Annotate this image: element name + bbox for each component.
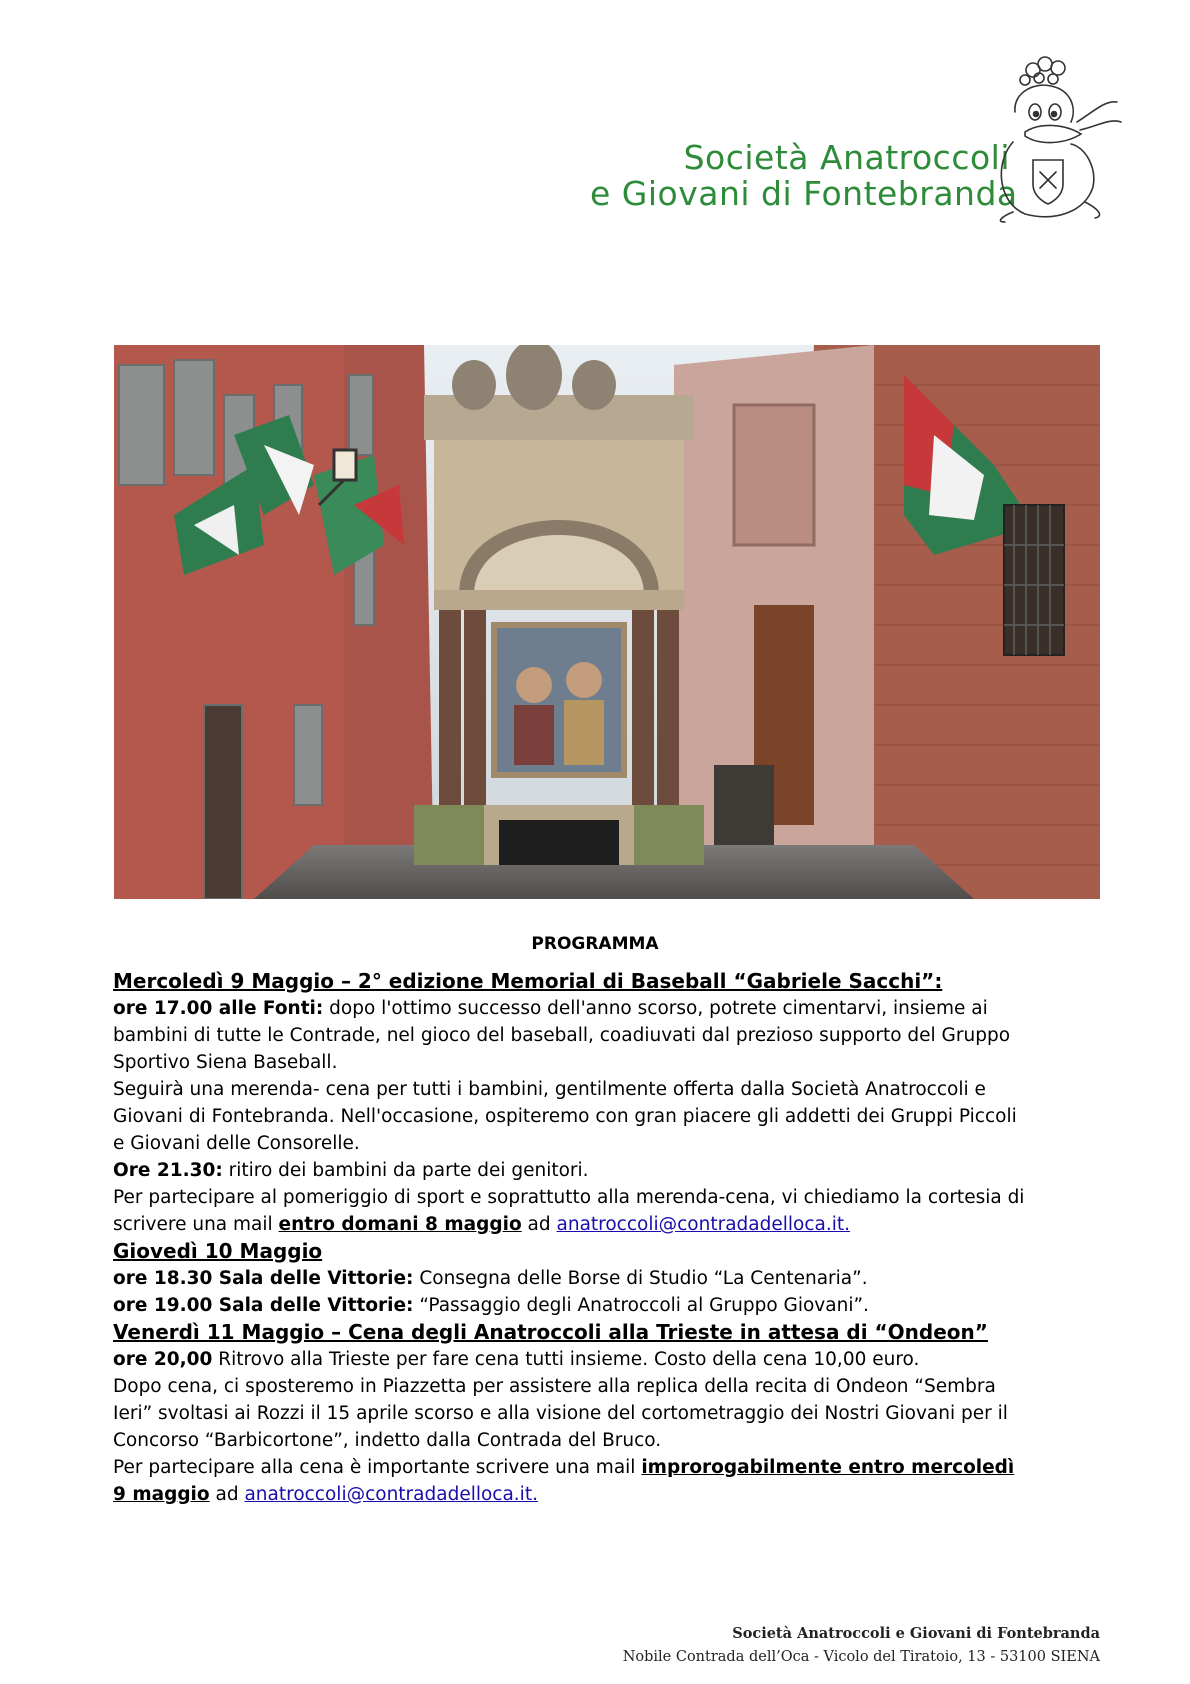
body-text: Per partecipare alla cena è importante scrivere una mail [113,1457,642,1478]
street-shrine-photo [114,345,1100,899]
body-text: Ritrovo alla Trieste per fare cena tutti insieme. Costo della cena 10,00 euro. [212,1349,920,1370]
section-2-line [113,1292,1103,1319]
footer-address: Nobile Contrada dell’Oca - Vicolo del Tiratoio, 13 - 53100 SIENA [622,1649,1100,1665]
program-content [113,968,1103,1508]
body-text: ad [209,1484,245,1505]
section-1-line: Giovani di Fontebranda. Nell'occasione, ospiteremo con gran piacere gli addetti dei Gruppi Piccoli [113,1106,1017,1127]
email-link[interactable]: anatroccoli@contradadelloca.it. [244,1484,538,1505]
organization-title-line2: e Giovani di Fontebranda [590,174,1018,213]
email-link[interactable]: anatroccoli@contradadelloca.it. [556,1214,851,1235]
section-1-line: e Giovani delle Consorelle. [113,1133,360,1154]
section-1-line [113,1157,1103,1184]
body-text: ritiro dei bambini da parte dei genitori. [222,1160,589,1181]
section-2-line [113,1265,1103,1292]
deadline-text: entro domani 8 maggio [278,1214,522,1235]
time-label: ore 17.00 alle Fonti: [113,998,324,1019]
organization-title-line1: Società Anatroccoli [683,138,1010,177]
body-text: “Passaggio degli Anatroccoli al Gruppo Giovani”. [413,1295,869,1316]
section-1-line [113,995,1103,1022]
section-1-line: bambini di tutte le Contrade, nel gioco del baseball, coadiuvati dal prezioso supporto del Gruppo [113,1025,1011,1046]
time-label: ore 18.30 Sala delle Vittorie: [113,1268,414,1289]
section-3-title: Venerdì 11 Maggio – Cena degli Anatroccoli alla Trieste in attesa di “Ondeon” [113,1320,988,1344]
time-label: Ore 21.30: [113,1160,223,1181]
section-3-line: Ieri” svoltasi ai Rozzi il 15 aprile scorso e alla visione del cortometraggio dei Nostri Giovani per il [113,1403,1008,1424]
section-3-line [113,1481,1103,1508]
section-1-title: Mercoledì 9 Maggio – 2° edizione Memorial di Baseball “Gabriele Sacchi”: [113,969,943,993]
section-3-line [113,1454,1103,1481]
section-2-title: Giovedì 10 Maggio [113,1239,323,1263]
section-1-line: Seguirà una merenda- cena per tutti i bambini, gentilmente offerta dalla Società Anatroccoli e [113,1079,986,1100]
time-label: ore 20,00 [113,1349,213,1370]
street-scene-illustration [114,345,1100,899]
section-3-line: Concorso “Barbicortone”, indetto dalla Contrada del Bruco. [113,1430,662,1451]
duckling-mascot-logo [985,52,1125,224]
body-text: dopo l'ottimo successo dell'anno scorso, potrete cimentarvi, insieme ai [323,998,988,1019]
section-1-line: Sportivo Siena Baseball. [113,1052,338,1073]
body-text: scrivere una mail [113,1214,279,1235]
section-3-line [113,1346,1103,1373]
organization-title [590,138,1018,213]
deadline-text: improrogabilmente entro mercoledì [641,1457,1015,1478]
section-1-line: Per partecipare al pomeriggio di sport e soprattutto alla merenda-cena, vi chiediamo la cortesia di [113,1187,1025,1208]
footer-organization: Società Anatroccoli e Giovani di Fontebranda [732,1625,1100,1642]
footer [623,1622,1100,1668]
section-3-line: Dopo cena, ci sposteremo in Piazzetta per assistere alla replica della recita di Ondeon “Sembra [113,1376,996,1397]
section-1-line [113,1211,1103,1238]
program-heading: PROGRAMMA [531,934,659,954]
time-label: ore 19.00 Sala delle Vittorie: [113,1295,414,1316]
deadline-text: 9 maggio [113,1484,210,1505]
body-text: Consegna delle Borse di Studio “La Centenaria”. [413,1268,868,1289]
body-text: ad [521,1214,557,1235]
